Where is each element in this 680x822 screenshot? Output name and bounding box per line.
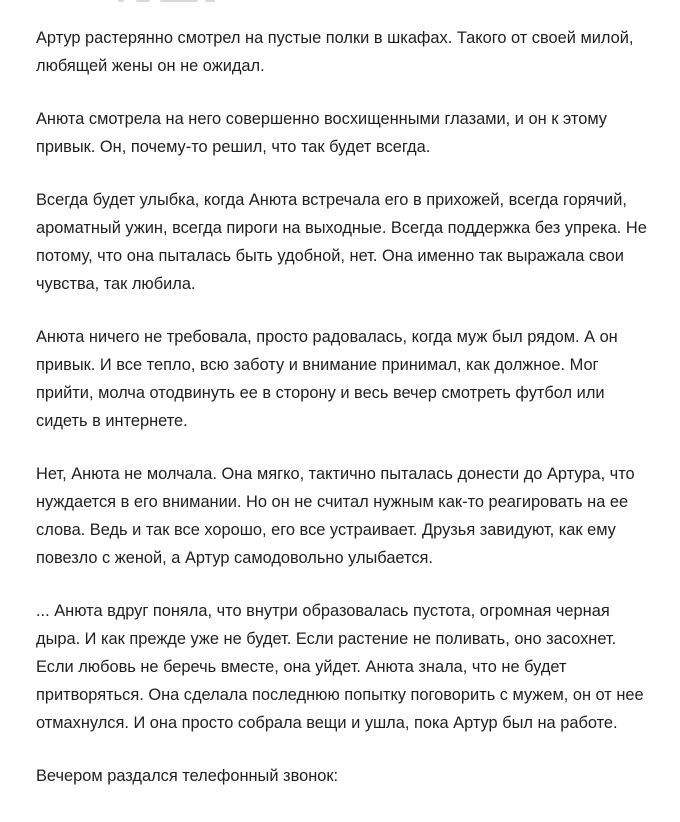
- paragraph: Анюта смотрела на него совершенно восхищенными глазами, и он к этому привык. Он, почему-то решил, что так будет всегда.: [36, 110, 608, 156]
- clipped-previous-line: [0, 0, 680, 4]
- paragraph: Вечером раздался телефонный звонок:: [36, 767, 339, 785]
- paragraph: ... Анюта вдруг поняла, что внутри образовалась пустота, огромная черная дыра. И как прежде уже не будет. Если растение не поливать, оно засохнет. Если любовь не беречь вместе, она уйдет. Анюта знала, что не будет притворяться. Она сделала последнюю попытку поговорить с мужем, он от нее отмахнулся. И она просто собрала вещи и ушла, пока Артур был на работе.: [36, 602, 644, 732]
- article-body: [36, 24, 648, 790]
- paragraph: Нет, Анюта не молчала. Она мягко, тактично пыталась донести до Артура, что нуждается в его внимании. Но он не считал нужным как-то реагировать на ее слова. Ведь и так все хорошо, его все устраивает. Друзья завидуют, как ему повезло с женой, а Артур самодовольно улыбается.: [36, 465, 635, 567]
- paragraph: Анюта ничего не требовала, просто радовалась, когда муж был рядом. А он привык. И все тепло, всю заботу и внимание принимал, как должное. Мог прийти, молча отодвинуть ее в сторону и весь вечер смотреть футбол или сидеть в интернете.: [36, 328, 618, 430]
- paragraph: Всегда будет улыбка, когда Анюта встречала его в прихожей, всегда горячий, ароматный ужин, всегда пироги на выходные. Всегда поддержка без упрека. Не потому, что она пыталась быть удобной, нет. Она именно так выражала свои чувства, так любила.: [36, 191, 647, 293]
- paragraph: Артур растерянно смотрел на пустые полки в шкафах. Такого от своей милой, любящей жены он не ожидал.: [36, 29, 634, 75]
